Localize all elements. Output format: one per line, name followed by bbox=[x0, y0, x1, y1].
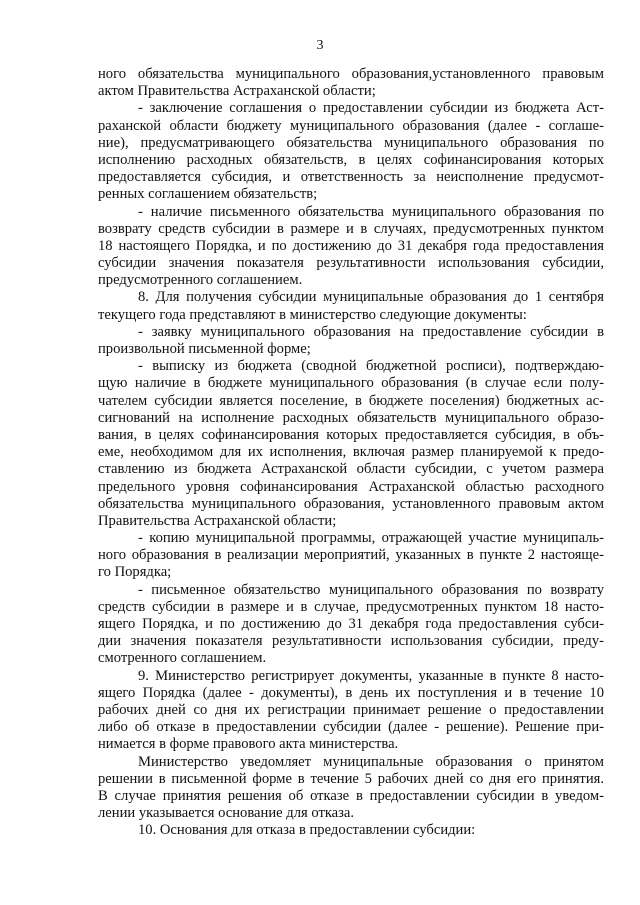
text-line: сигнований на исполнение расходных обязательств муниципального образо- bbox=[98, 409, 604, 426]
text-line: исполнению расходных обязательств, в целях софинансирования которых bbox=[98, 151, 604, 168]
text-line: текущего года представляют в министерство следующие документы: bbox=[98, 306, 527, 323]
text-line: - выписку из бюджета (сводной бюджетной росписи), подтверждаю- bbox=[138, 358, 604, 375]
paragraph bbox=[98, 66, 604, 100]
text-line: - письменное обязательство муниципального образования по возврату bbox=[138, 581, 604, 598]
text-line: еме, необходимом для их исполнения, включая размер планируемой к предо- bbox=[98, 444, 604, 461]
text-line: 8. Для получения субсидии муниципальные образования до 1 сентября bbox=[138, 289, 604, 306]
paragraph bbox=[98, 100, 604, 203]
text-line: ящего Порядка, и по достижению до 31 декабря года предоставления субси- bbox=[98, 616, 604, 632]
text-line: раханской области бюджету муниципального образования (далее - соглаше- bbox=[98, 117, 604, 134]
text-line: В случае принятия решения об отказе в предоставлении субсидии в уведом- bbox=[98, 787, 604, 804]
text-line: ставлению из бюджета Астраханской области субсидии, с учетом размера bbox=[98, 461, 604, 478]
text-line: смотренного соглашением. bbox=[98, 650, 267, 667]
paragraph bbox=[98, 754, 604, 823]
paragraph bbox=[98, 668, 604, 754]
text-line: актом Правительства Астраханской области; bbox=[98, 83, 376, 100]
text-line: ние), предусматривающего обязательства муниципального образования по bbox=[98, 134, 604, 151]
text-line: рабочих дней со дня их регистрации принимает решение о предоставлении bbox=[98, 701, 604, 718]
text-line: обязательства муниципального образования, установленного правовым актом bbox=[98, 495, 604, 512]
text-line: либо об отказе в предоставлении субсидии (далее - решение). Решение при- bbox=[98, 719, 604, 736]
text-line: 10. Основания для отказа в предоставлении субсидии: bbox=[138, 822, 476, 839]
text-line: предоставляется субсидия, и ответственность за неисполнение предусмот- bbox=[98, 169, 604, 186]
text-line: возврату средств субсидии в размере и в случаях, предусмотренных пунктом bbox=[98, 220, 604, 237]
text-line: чателем субсидии является поселение, в бюджете поселения) бюджетных ас- bbox=[98, 392, 604, 409]
text-line: Правительства Астраханской области; bbox=[98, 512, 337, 529]
text-line: 9. Министерство регистрирует документы, указанные в пункте 8 насто- bbox=[138, 667, 604, 684]
paragraph bbox=[98, 530, 604, 582]
paragraph bbox=[98, 289, 604, 323]
paragraph bbox=[98, 324, 604, 358]
paragraph bbox=[98, 204, 604, 290]
text-line: средств субсидии в размере и в случае, предусмотренных пунктом 18 насто- bbox=[98, 598, 604, 615]
text-line: нимается в форме правового акта министерства. bbox=[98, 736, 399, 753]
text-line: ного обязательства муниципального образования,установленного правовым bbox=[98, 66, 604, 82]
text-line: предусмотренного соглашением. bbox=[98, 272, 303, 289]
text-line: - копию муниципальной программы, отражающей участие муниципаль- bbox=[138, 530, 604, 547]
text-line: ренных соглашением обязательств; bbox=[98, 186, 318, 203]
text-line: ного образования в реализации мероприятий, указанных в пункте 2 настояще- bbox=[98, 547, 604, 564]
text-line: 18 настоящего Порядка, и по достижению до 31 декабря года предоставления bbox=[98, 237, 604, 254]
text-line: - заключение соглашения о предоставлении субсидии из бюджета Аст- bbox=[138, 100, 604, 117]
document-body bbox=[98, 66, 604, 839]
text-line: - заявку муниципального образования на предоставление субсидии в bbox=[138, 323, 604, 340]
text-line: дии значения показателя результативности использования субсидии, преду- bbox=[98, 633, 604, 650]
text-line: вания, в целях софинансирования которых предоставляется субсидия, в объ- bbox=[98, 426, 604, 443]
text-line: решении в письменной форме в течение 5 рабочих дней со дня его принятия. bbox=[98, 770, 604, 787]
text-line: субсидии значения показателя результативности использования субсидии, bbox=[98, 255, 604, 272]
page-number: 3 bbox=[316, 38, 324, 53]
text-line: лении указывается основание для отказа. bbox=[98, 805, 355, 822]
text-line: - наличие письменного обязательства муниципального образования по bbox=[138, 203, 604, 220]
paragraph bbox=[98, 822, 604, 839]
text-line: ящего Порядка (далее - документы), в день их поступления и в течение 10 bbox=[98, 684, 604, 701]
paragraph bbox=[98, 358, 604, 530]
text-line: го Порядка; bbox=[98, 564, 172, 581]
text-line: предельного уровня софинансирования Астраханской областью расходного bbox=[98, 478, 604, 495]
text-line: щую наличие в бюджете муниципального образования (в случае если полу- bbox=[98, 375, 604, 392]
text-line: Министерство уведомляет муниципальные образования о принятом bbox=[138, 753, 604, 770]
paragraph bbox=[98, 582, 604, 668]
text-line: произвольной письменной форме; bbox=[98, 341, 311, 357]
